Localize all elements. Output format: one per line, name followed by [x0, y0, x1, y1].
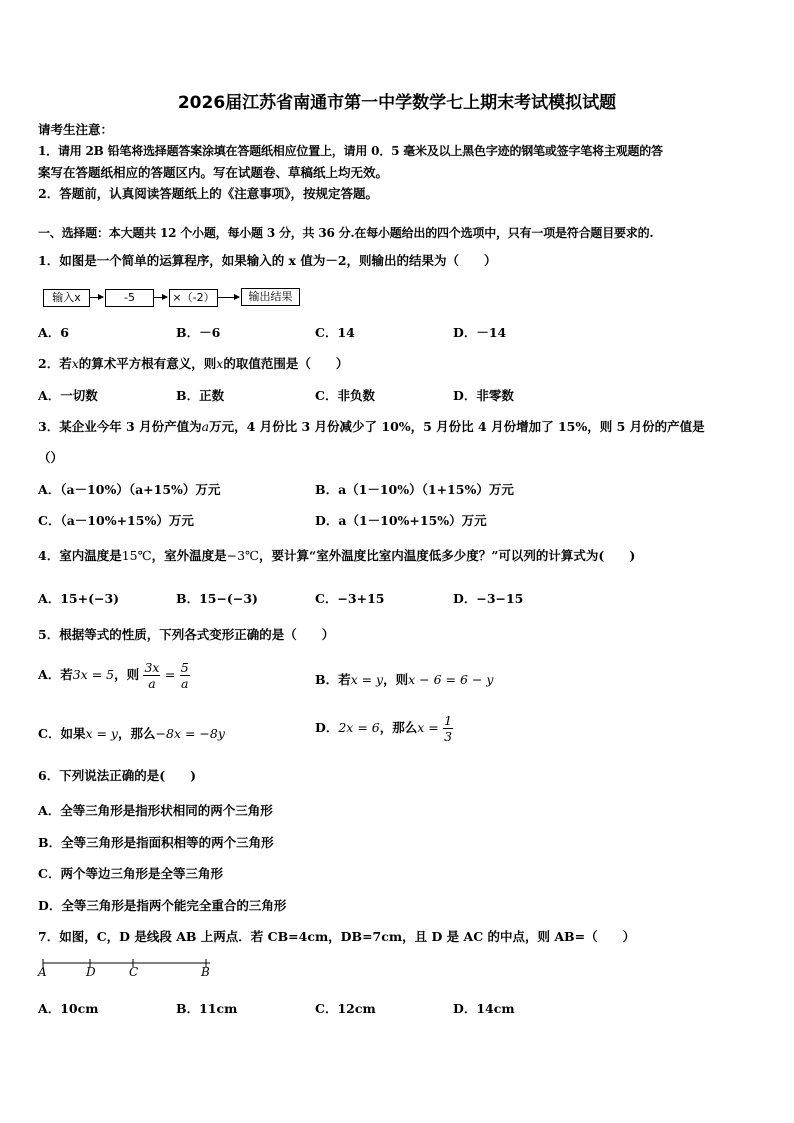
- q4-option-c: C．−3+15: [315, 591, 385, 606]
- q4-option-d: D．−3−15: [453, 591, 524, 606]
- question-2-stem: 2．若x的算术平方根有意义，则x的取值范围是（ ）: [38, 356, 349, 371]
- question-4-stem: 4．室内温度是15℃，室外温度是−3℃，要计算“室外温度比室内温度低多少度？”可以列的计算式为( ): [38, 548, 636, 563]
- q3-option-b: B．a（1－10%）（1+15%）万元: [315, 482, 514, 497]
- point-c-label: C: [129, 965, 139, 979]
- question-7-stem: 7．如图，C，D 是线段 AB 上两点．若 CB=4cm，DB=7cm，且 D 是 AC 的中点，则 AB=（ ）: [38, 929, 636, 944]
- flow-arrow: [217, 297, 239, 298]
- flow-output-box: 输出结果: [241, 288, 300, 306]
- q6-option-b: B．全等三角形是指面积相等的两个三角形: [38, 835, 274, 850]
- question-5-stem: 5．根据等式的性质，下列各式变形正确的是（ ）: [38, 627, 335, 642]
- flow-arrow: [89, 297, 103, 298]
- q1-option-b: B．－6: [176, 325, 221, 340]
- flow-step-multiply-box: ×（-2）: [169, 289, 218, 307]
- q6-option-d: D．全等三角形是指两个能完全重合的三角形: [38, 898, 287, 913]
- q5-option-c: C．如果x = y，那么−8x = −8y: [38, 726, 225, 741]
- q3-option-d: D．a（1－10%+15%）万元: [315, 513, 487, 528]
- q3-option-c: C．（a－10%+15%）万元: [38, 513, 194, 528]
- q2-option-b: B．正数: [176, 388, 225, 403]
- notice-line-1b: 案写在答题纸相应的答题区内。写在试题卷、草稿纸上均无效。: [38, 165, 389, 180]
- q7-option-a: A．10cm: [38, 1001, 99, 1016]
- q1-option-a: A．6: [38, 325, 69, 340]
- q2-option-c: C．非负数: [315, 388, 375, 403]
- question-6-stem: 6．下列说法正确的是( ): [38, 768, 197, 783]
- flow-arrow: [153, 297, 167, 298]
- q4-option-a: A．15+(−3): [38, 591, 120, 606]
- q4-option-b: B．15−(−3): [176, 591, 258, 606]
- notice-line-1a: 1．请用 2B 铅笔将选择题答案涂填在答题纸相应位置上，请用 0．5 毫米及以上黑色字迹的钢笔或签字笔将主观题的答: [38, 144, 663, 158]
- flow-step-subtract-box: -5: [105, 289, 154, 307]
- point-b-label: B: [201, 965, 210, 979]
- q5-option-a: A．若3x = 5，则 $\frac{3x}{a}$ = $\frac{5}{a}$: [38, 660, 189, 691]
- q1-option-d: D．－14: [453, 325, 507, 340]
- notice-heading: 请考生注意：: [38, 122, 114, 137]
- point-d-label: D: [86, 965, 96, 979]
- q7-option-c: C．12cm: [315, 1001, 376, 1016]
- page-title: 2026届江苏省南通市第一中学数学七上期末考试模拟试题: [177, 93, 617, 113]
- segment-ab-figure: [38, 955, 218, 983]
- question-3-stem: 3．某企业今年 3 月份产值为a万元，4 月份比 3 月份减少了 10%，5 月份比 4 月份增加了 15%，则 5 月份的产值是: [38, 419, 705, 434]
- question-3-stem-tail: （）: [38, 450, 64, 465]
- q6-option-c: C．两个等边三角形是全等三角形: [38, 866, 223, 881]
- q5-option-d: D．2x = 6，那么x = $\frac{1}{3}$: [315, 713, 453, 744]
- q6-option-a: A．全等三角形是指形状相同的两个三角形: [38, 803, 273, 818]
- flow-input-box: 输入x: [43, 289, 90, 307]
- point-a-label: A: [38, 965, 47, 979]
- segment-diagram: [38, 955, 218, 983]
- notice-line-2: 2．答题前，认真阅读答题纸上的《注意事项》，按规定答题。: [38, 186, 378, 201]
- q7-option-b: B．11cm: [176, 1001, 238, 1016]
- q1-option-c: C．14: [315, 325, 355, 340]
- q2-option-a: A．一切数: [38, 388, 98, 403]
- q7-option-d: D．14cm: [453, 1001, 515, 1016]
- q5-option-b: B．若x = y，则x − 6 = 6 − y: [315, 672, 494, 687]
- section-heading: 一、选择题：本大题共 12 个小题，每小题 3 分，共 36 分.在每小题给出的四个选项中，只有一项是符合题目要求的.: [38, 226, 654, 240]
- question-1-stem: 1．如图是一个简单的运算程序，如果输入的 x 值为－2，则输出的结果为（ ）: [38, 253, 497, 268]
- q2-option-d: D．非零数: [453, 388, 514, 403]
- q3-option-a: A．（a－10%）（a+15%）万元: [38, 482, 221, 497]
